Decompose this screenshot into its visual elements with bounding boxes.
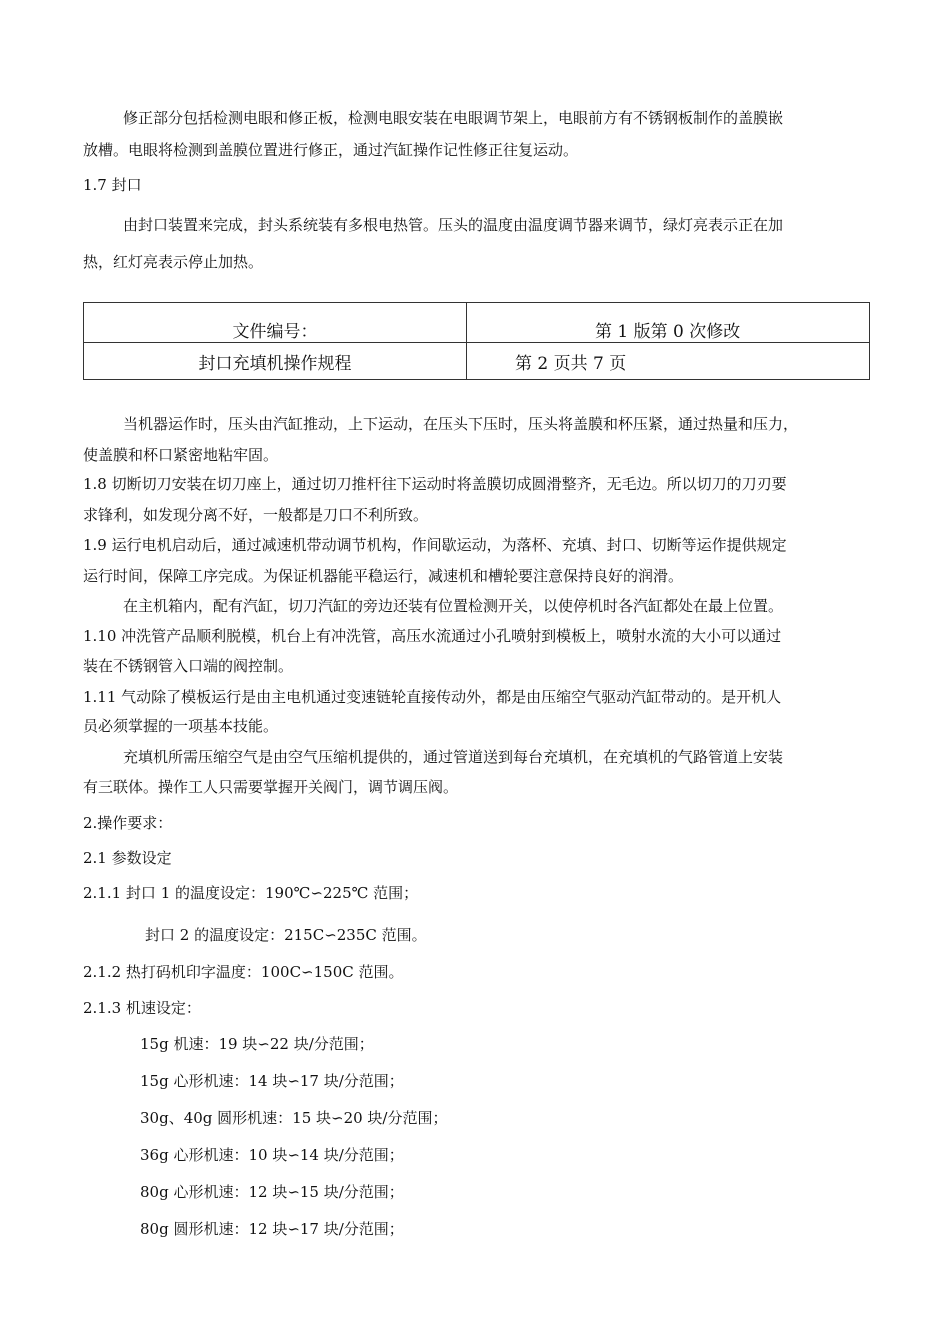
- setting-line: 2.1.3 机速设定：: [83, 999, 201, 1017]
- paragraph-line: 求锋利，如发现分离不好，一般都是刀口不利所致。: [83, 506, 429, 524]
- paragraph-line: 装在不锈钢管入口端的阀控制。: [83, 657, 294, 675]
- paragraph-line: 有三联体。操作工人只需要掌握开关阀门，调节调压阀。: [83, 778, 459, 796]
- speed-setting-item: 80g 心形机速：12 块∽15 块/分范围；: [140, 1183, 404, 1201]
- subsection-heading: 2.1 参数设定: [83, 849, 172, 867]
- paragraph-line: 热，红灯亮表示停止加热。: [83, 253, 264, 271]
- paragraph-line: 1.9 运行电机启动后，通过减速机带动调节机构，作间歇运动，为落杯、充填、封口、切断等运作提供规定: [83, 536, 787, 554]
- paragraph-line: 1.11 气动除了模板运行是由主电机通过变速链轮直接传动外，都是由压缩空气驱动汽缸带动的。是开机人: [83, 688, 782, 706]
- speed-setting-item: 36g 心形机速：10 块∽14 块/分范围；: [140, 1146, 404, 1164]
- setting-line: 封口 2 的温度设定：215C∽235C 范围。: [145, 926, 427, 944]
- paragraph-line: 使盖膜和杯口紧密地粘牢固。: [83, 446, 279, 464]
- version-cell: 第 1 版第 0 次修改: [467, 303, 870, 343]
- setting-line: 2.1.1 封口 1 的温度设定：190℃∽225℃ 范围；: [83, 884, 419, 902]
- doc-title-cell: 封口充填机操作规程: [84, 343, 467, 380]
- speed-setting-item: 30g、40g 圆形机速：15 块∽20 块/分范围；: [140, 1109, 448, 1127]
- paragraph-line: 运行时间，保障工序完成。为保证机器能平稳运行，减速机和槽轮要注意保持良好的润滑。: [83, 567, 684, 585]
- section-heading: 2.操作要求：: [83, 814, 173, 832]
- paragraph-line: 修正部分包括检测电眼和修正板，检测电眼安装在电眼调节架上，电眼前方有不锈钢板制作的盖膜嵌: [123, 109, 784, 127]
- paragraph-line: 由封口装置来完成，封头系统装有多根电热管。压头的温度由温度调节器来调节，绿灯亮表示正在加: [123, 216, 784, 234]
- paragraph-line: 充填机所需压缩空气是由空气压缩机提供的，通过管道送到每台充填机，在充填机的气路管道上安装: [123, 748, 784, 766]
- speed-setting-item: 80g 圆形机速：12 块∽17 块/分范围；: [140, 1220, 404, 1238]
- setting-line: 2.1.2 热打码机印字温度：100C∽150C 范围。: [83, 963, 404, 981]
- doc-number-label: 文件编号：: [84, 303, 467, 343]
- speed-setting-item: 15g 心形机速：14 块∽17 块/分范围；: [140, 1072, 404, 1090]
- page-number-cell: 第 2 页共 7 页: [467, 343, 870, 380]
- paragraph-line: 1.10 冲洗管产品顺利脱模，机台上有冲洗管，高压水流通过小孔喷射到模板上，喷射水流的大小可以通过: [83, 627, 782, 645]
- paragraph-line: 1.8 切断切刀安装在切刀座上，通过切刀推杆往下运动时将盖膜切成圆滑整齐，无毛边。所以切刀的刀刃要: [83, 475, 787, 493]
- speed-setting-item: 15g 机速：19 块∽22 块/分范围；: [140, 1035, 374, 1053]
- paragraph-line: 当机器运作时，压头由汽缸推动，上下运动，在压头下压时，压头将盖膜和杯压紧，通过热量和压力，: [123, 415, 799, 433]
- document-header-table: [83, 302, 870, 380]
- paragraph-line: 放槽。电眼将检测到盖膜位置进行修正，通过汽缸操作记性修正往复运动。: [83, 141, 579, 159]
- section-heading: 1.7 封口: [83, 176, 142, 194]
- paragraph-line: 在主机箱内，配有汽缸，切刀汽缸的旁边还装有位置检测开关，以使停机时各汽缸都处在最上位置。: [123, 597, 784, 615]
- paragraph-line: 员必须掌握的一项基本技能。: [83, 717, 279, 735]
